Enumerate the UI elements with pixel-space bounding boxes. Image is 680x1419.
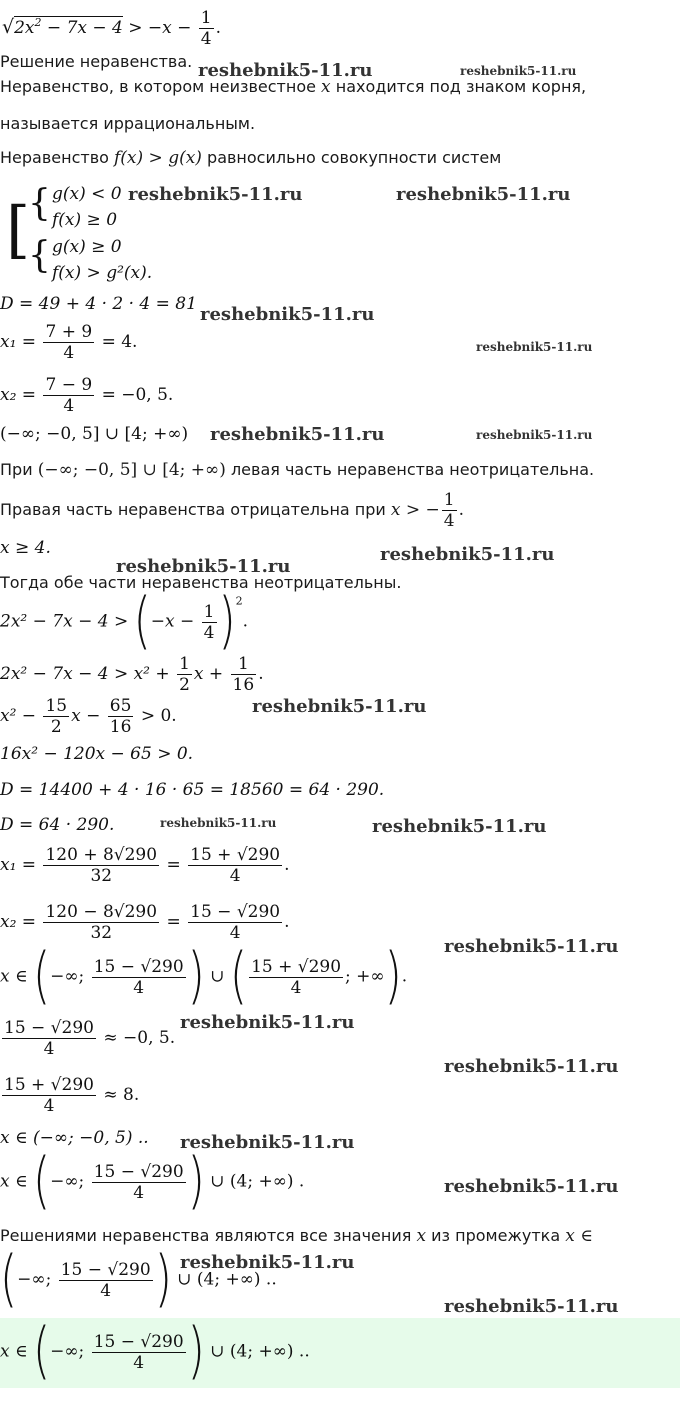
watermark: reshebnik5-11.ru bbox=[116, 556, 291, 577]
watermark: reshebnik5-11.ru bbox=[252, 696, 427, 717]
watermark: reshebnik5-11.ru bbox=[476, 340, 593, 354]
system2-line1: g(x) ≥ 0 bbox=[52, 237, 122, 257]
collection-bracket: [ bbox=[6, 193, 31, 266]
watermark: reshebnik5-11.ru bbox=[160, 816, 277, 830]
quadratic-inequality: 16x² − 120x − 65 > 0. bbox=[0, 744, 194, 764]
root-x2: x₂ = $\frac{7 - 9}{4}$ = −0, 5. bbox=[0, 375, 174, 416]
solution-set-general: x ∈ (−∞; $\frac{15 - √290}{4}$ ) ∪ ( $\frac{15 + √290}{4}$ ; +∞). bbox=[0, 940, 408, 1012]
approx-2: $\frac{15 + √290}{4}$ ≈ 8. bbox=[4, 1075, 140, 1116]
discriminant-2: D = 14400 + 4 · 16 · 65 = 18560 = 64 · 290. bbox=[0, 780, 385, 800]
when-line: При (−∞; −0, 5] ∪ [4; +∞) левая часть неравенства неотрицательна. bbox=[0, 460, 595, 480]
union-1: (−∞; −0, 5] ∪ [4; +∞) bbox=[0, 424, 189, 444]
discriminant-3: D = 64 · 290. bbox=[0, 815, 115, 835]
watermark: reshebnik5-11.ru bbox=[460, 64, 577, 78]
interval-1: x ∈ (−∞; −0, 5) .. bbox=[0, 1128, 149, 1148]
root-rx2: x₂ = $\frac{120 - 8√290}{32}$ = $\frac{15 - √290}{4}$ . bbox=[0, 902, 290, 943]
watermark: reshebnik5-11.ru bbox=[180, 1252, 355, 1273]
problem-statement: $√2x^2 - 7x - 4 > -x$ − $\frac{1}{4}$ . bbox=[2, 8, 222, 49]
answer: x ∈ (−∞; $\frac{15 - √290}{4}$ ) ∪ (4; +∞) .. bbox=[0, 1315, 310, 1387]
watermark: reshebnik5-11.ru bbox=[444, 1296, 619, 1317]
system1-line2: f(x) ≥ 0 bbox=[52, 210, 118, 230]
both-nonneg: Тогда обе части неравенства неотрицательны. bbox=[0, 573, 402, 592]
approx-1: $\frac{15 - √290}{4}$ ≈ −0, 5. bbox=[4, 1018, 176, 1059]
right-negative-line: Правая часть неравенства отрицательна при x > − $\frac{1}{4}$ . bbox=[0, 490, 465, 531]
expanded-inequality: 2x² − 7x − 4 > x² + $\frac{1}{2}$ x + $\frac{1}{16}$ . bbox=[0, 654, 264, 695]
heading: Решение неравенства. bbox=[0, 52, 193, 71]
watermark: reshebnik5-11.ru bbox=[210, 424, 385, 445]
squared-inequality: 2x² − 7x − 4 > (−x − $\frac{1}{4}$ )$^2$. bbox=[0, 585, 249, 657]
watermark: reshebnik5-11.ru bbox=[200, 304, 375, 325]
x-ge-4: x ≥ 4. bbox=[0, 538, 51, 558]
watermark: reshebnik5-11.ru bbox=[396, 184, 571, 205]
root-x1: x₁ = $\frac{7 + 9}{4}$ = 4. bbox=[0, 322, 138, 363]
watermark: reshebnik5-11.ru bbox=[180, 1012, 355, 1033]
watermark: reshebnik5-11.ru bbox=[380, 544, 555, 565]
watermark: reshebnik5-11.ru bbox=[444, 1176, 619, 1197]
equivalence-line: Неравенство f(x) > g(x) равносильно совокупности систем bbox=[0, 148, 502, 168]
watermark: reshebnik5-11.ru bbox=[180, 1132, 355, 1153]
root-rx1: x₁ = $\frac{120 + 8√290}{32}$ = $\frac{15 + √290}{4}$ . bbox=[0, 845, 290, 886]
system1-line1: g(x) < 0 bbox=[52, 184, 122, 204]
solutions-set: (−∞; $\frac{15 - √290}{4}$ ) ∪ (4; +∞) .. bbox=[0, 1243, 277, 1315]
discriminant-1: D = 49 + 4 · 2 · 4 = 81 bbox=[0, 294, 197, 314]
watermark: reshebnik5-11.ru bbox=[372, 816, 547, 837]
watermark: reshebnik5-11.ru bbox=[444, 936, 619, 957]
intro-line-2: называется иррациональным. bbox=[0, 114, 256, 133]
watermark: reshebnik5-11.ru bbox=[198, 60, 373, 81]
watermark: reshebnik5-11.ru bbox=[476, 428, 593, 442]
system2-line2: f(x) > g²(x). bbox=[52, 263, 153, 283]
final-set: x ∈ (−∞; $\frac{15 - √290}{4}$ ) ∪ (4; +∞) . bbox=[0, 1145, 305, 1217]
intro-line-1: Неравенство, в котором неизвестное x находится под знаком корня, bbox=[0, 77, 587, 97]
reduced-inequality: x² − $\frac{15}{2}$ x − $\frac{65}{16}$ > 0. bbox=[0, 696, 177, 737]
system-brace-1: { bbox=[28, 183, 51, 224]
watermark: reshebnik5-11.ru bbox=[128, 184, 303, 205]
watermark: reshebnik5-11.ru bbox=[444, 1056, 619, 1077]
solutions-text: Решениями неравенства являются все значения x из промежутка x ∈ bbox=[0, 1226, 593, 1246]
system-brace-2: { bbox=[28, 235, 51, 276]
